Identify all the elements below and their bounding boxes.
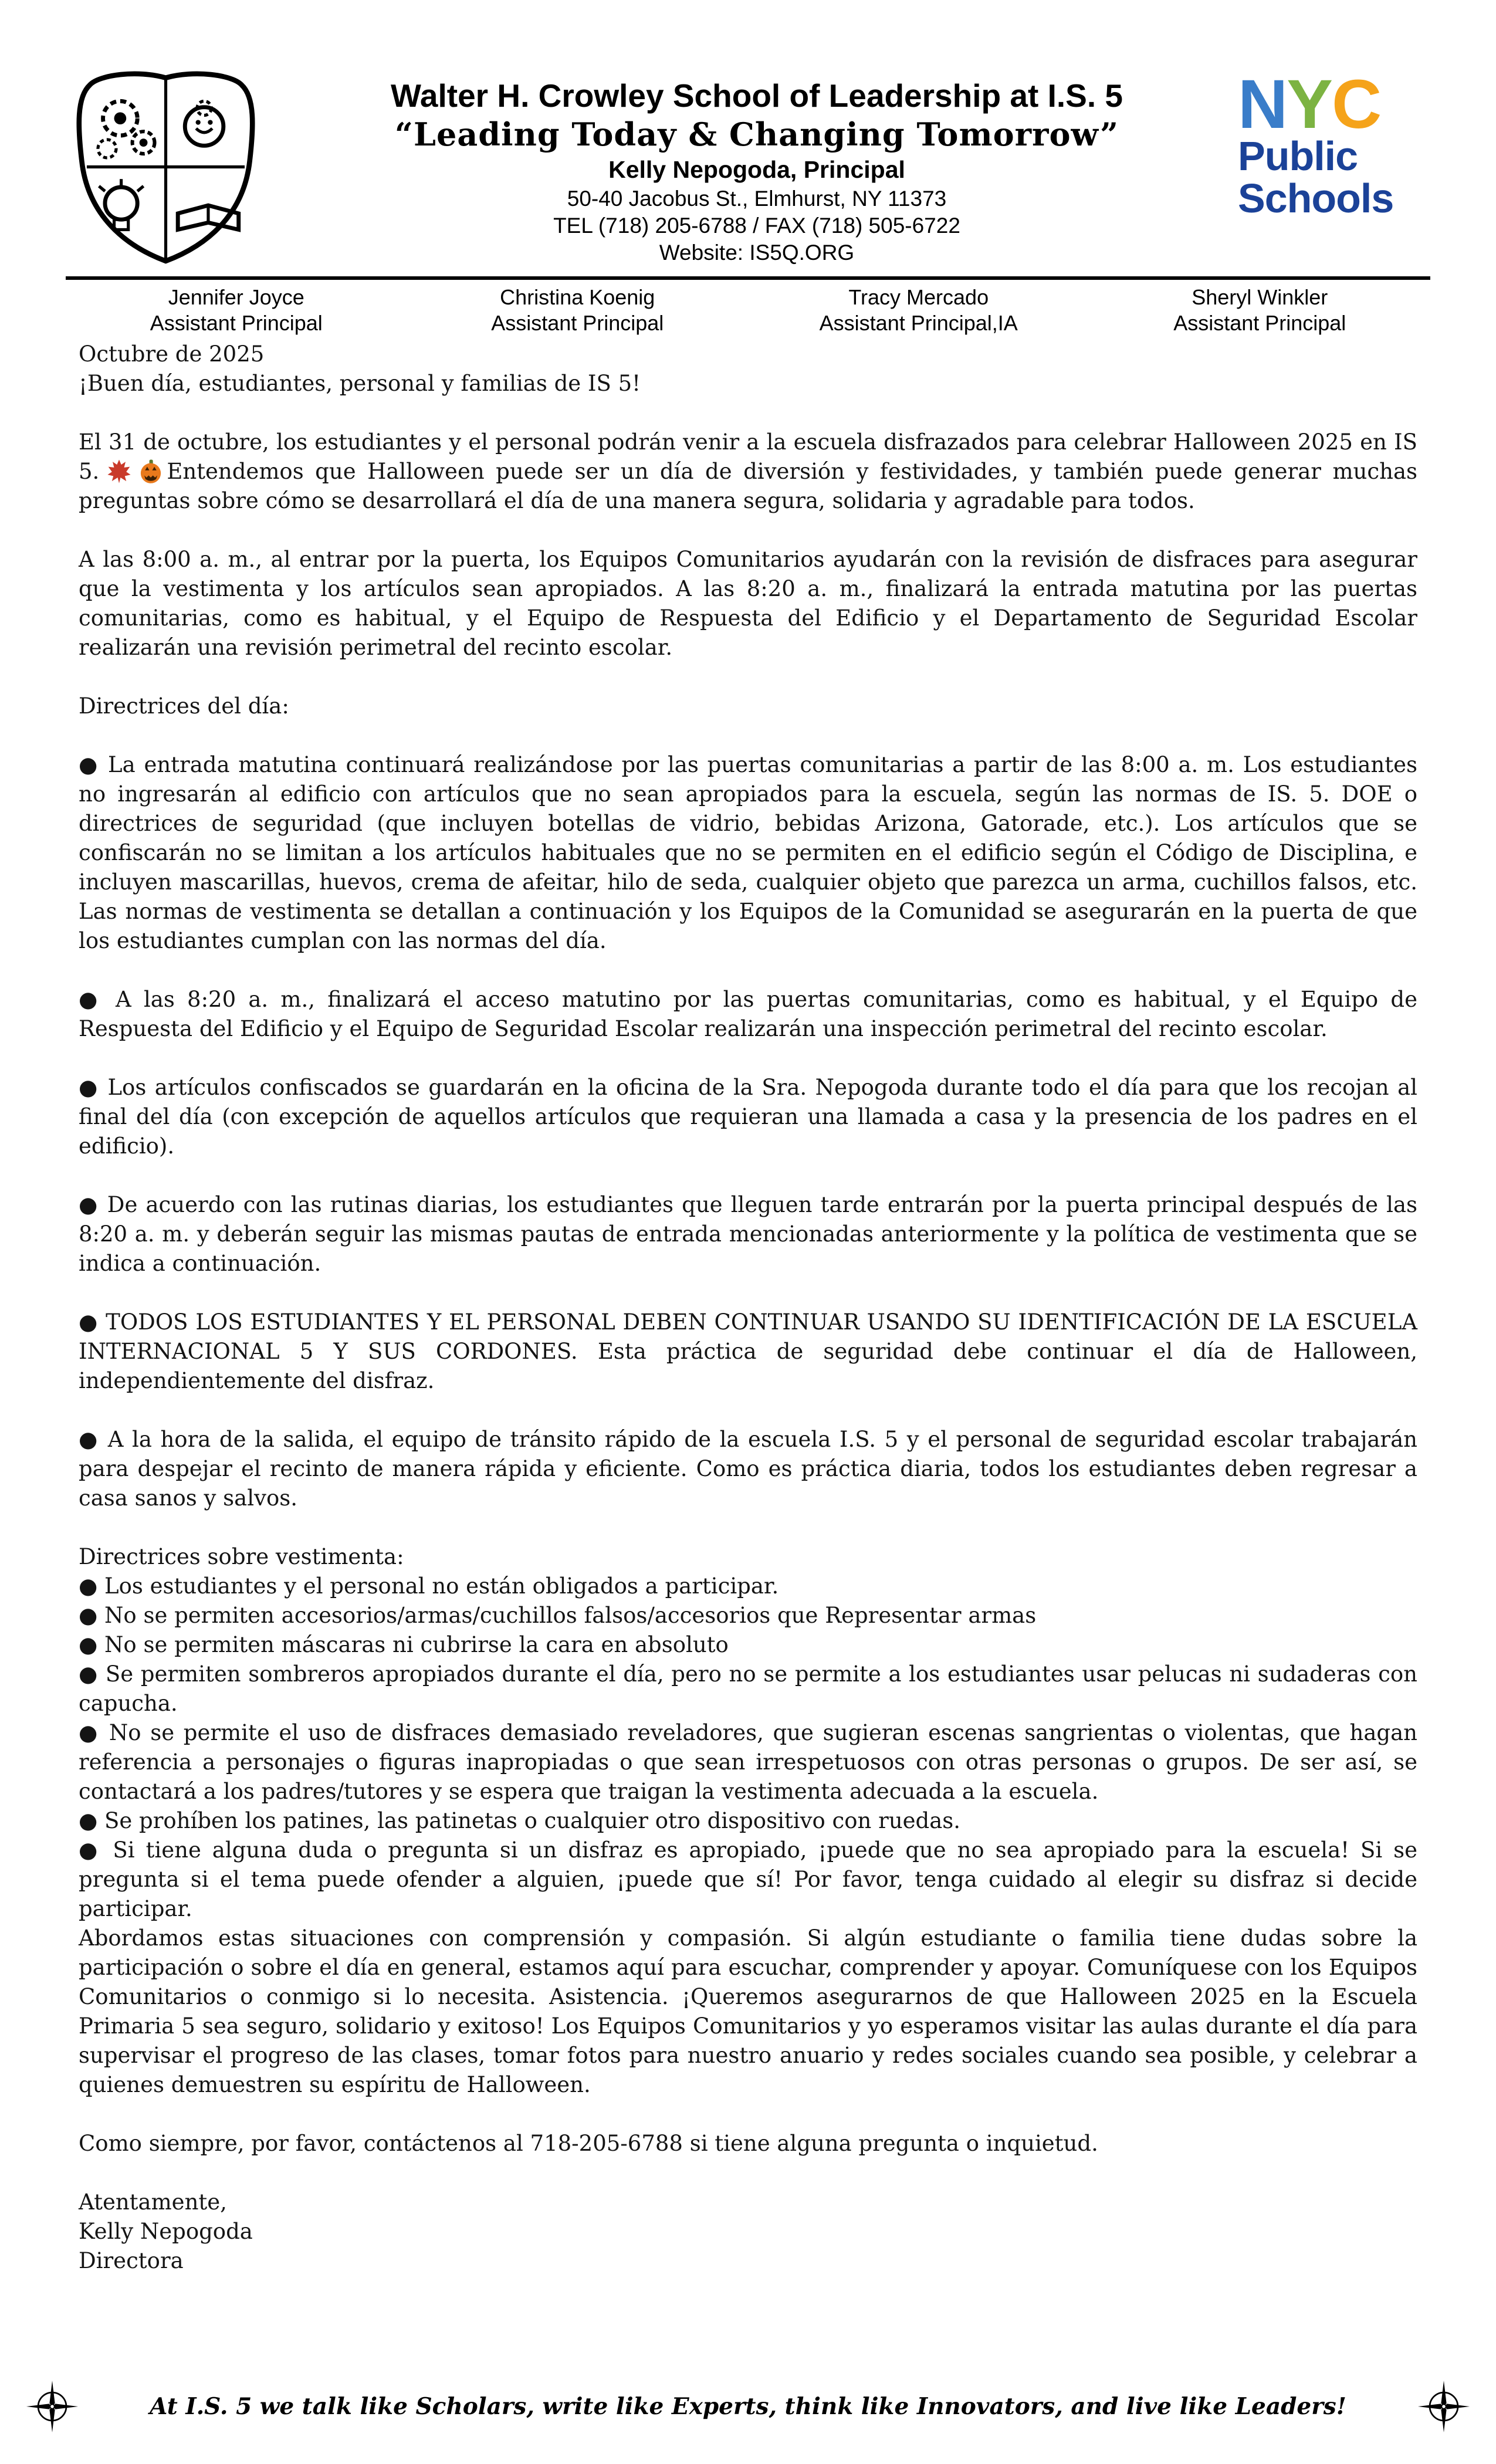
intro-paragraph [79, 428, 1417, 516]
administrators-row [0, 280, 1496, 336]
administrator-title: Assistant Principal [491, 311, 664, 335]
administrator-column [407, 285, 749, 336]
entry-procedure-paragraph: A las 8:00 a. m., al entrar por la puerta, los Equipos Comunitarios ayudarán con la revisión de disfraces para asegurar que la vestimenta y los artículos sean apropiados. A las 8:20 a. m., finalizará la entrada matutina por las puertas comunitarias, como es habitual, y el Equipo de Respuesta del Edificio y el Departamento de Seguridad Escolar realizarán una revisión perimetral del recinto escolar. [79, 547, 1417, 660]
school-website: Website: IS5Q.ORG [659, 241, 855, 265]
administrator-name: Christina Koenig [500, 285, 655, 309]
maple-leaf-icon [106, 458, 132, 484]
school-motto: At I.S. 5 we talk like Scholars, write like Experts, think like Innovators, and live like Leaders! [150, 2393, 1346, 2420]
day-guideline-bullet: ● Los artículos confiscados se guardarán en la oficina de la Sra. Nepogoda durante todo el día para que los recojan al final del día (con excepción de aquellos artículos que requieran una llamada a casa y la presencia de los padres en el edificio). [79, 1075, 1417, 1159]
administrator-title: Assistant Principal,IA [819, 311, 1018, 335]
day-guideline-bullet: ● De acuerdo con las rutinas diarias, los estudiantes que lleguen tarde entrarán por la puerta principal después de las 8:20 a. m. y deberán seguir las mismas pautas de entrada mencionadas anteriormente y la política de vestimenta que se indica a continuación. [79, 1192, 1417, 1276]
day-guideline-bullet: ● TODOS LOS ESTUDIANTES Y EL PERSONAL DEBEN CONTINUAR USANDO SU IDENTIFICACIÓN DE LA ESCUELA INTERNACIONAL 5 Y SUS CORDONES. Esta práctica de seguridad debe continuar el día de Halloween, independientemente del disfraz. [79, 1309, 1417, 1393]
intro-text-after-icons: Entendemos que Halloween puede ser un día de diversión y festividades, y también puede generar muchas preguntas sobre cómo se desarrollará el día de una manera segura, solidaria y agradable para todos. [79, 459, 1417, 513]
nyc-public-schools-logo [1238, 66, 1431, 219]
administrator-name: Jennifer Joyce [168, 285, 304, 309]
dress-guideline-bullet: ● No se permiten máscaras ni cubrirse la cara en absoluto [79, 1632, 729, 1657]
school-address: 50-40 Jacobus St., Elmhurst, NY 11373 [567, 187, 947, 211]
dress-guideline-bullet: ● No se permite el uso de disfraces demasiado reveladores, que sugieran escenas sangrientas o violentas, que hagan referencia a personajes o figuras inapropiadas o que sean irrespetuosos con otras personas o grupos. De ser así, se contactará a los padres/tutores y se espera que traigan la vestimenta adecuada a la escuela. [79, 1720, 1417, 1804]
nyc-word-schools: Schools [1238, 175, 1394, 221]
signature-role: Directora [79, 2248, 184, 2273]
support-paragraph: Abordamos estas situaciones con comprensión y compasión. Si algún estudiante o familia tiene dudas sobre la participación o sobre el día en general, estamos aquí para escuchar, comprender y apoyar. Comuníquese con los Equipos Comunitarios o conmigo si lo necesita. Asistencia. ¡Queremos asegurarnos de que Halloween 2025 en la Escuela Primaria 5 sea seguro, solidario y exitoso! Los Equipos Comunitarios y yo esperamos visitar las aulas durante el día para supervisar el progreso de las clases, tomar fotos para nuestro anuario y redes sociales cuando sea posible, y celebrar a quienes demuestren su espíritu de Halloween. [79, 1925, 1417, 2097]
principal-line: Kelly Nepogoda, Principal [608, 156, 905, 183]
footer [0, 2380, 1496, 2433]
day-guideline-bullet: ● A la hora de la salida, el equipo de tránsito rápido de la escuela I.S. 5 y el personal de seguridad escolar trabajarán para despejar el recinto de manera rápida y eficiente. Como es práctica diaria, todos los estudiantes deben regresar a casa sanos y salvos. [79, 1427, 1417, 1511]
nyc-letters: NYC [1238, 66, 1381, 143]
administrator-column [748, 285, 1089, 336]
dress-guideline-bullet: ● Se permiten sombreros apropiados durante el día, pero no se permite a los estudiantes usar pelucas ni sudaderas con capucha. [79, 1661, 1417, 1716]
signature-name: Kelly Nepogoda [79, 2219, 253, 2244]
administrator-column [66, 285, 407, 336]
administrator-name: Tracy Mercado [848, 285, 989, 309]
dress-guideline-bullet: ● Si tiene alguna duda o pregunta si un disfraz es apropiado, ¡puede que no sea apropiado para la escuela! Si se pregunta si el tema puede ofender a alguien, ¡puede que sí! Por favor, tenga cuidado al elegir su disfraz si decide participar. [79, 1837, 1417, 1921]
dress-guideline-bullet: ● No se permiten accesorios/armas/cuchillos falsos/accesorios que Representar armas [79, 1603, 1037, 1628]
contact-line: Como siempre, por favor, contáctenos al 718-205-6788 si tiene alguna pregunta o inquietud. [79, 2131, 1098, 2156]
school-phone-fax: TEL (718) 205-6788 / FAX (718) 505-6722 [553, 214, 960, 238]
day-guidelines-heading: Directrices del día: [79, 693, 289, 719]
letterhead [0, 0, 1496, 268]
school-name: Walter H. Crowley School of Leadership at I.S. 5 [391, 77, 1123, 114]
administrator-title: Assistant Principal [1173, 311, 1346, 335]
closing-line: Atentamente, [79, 2189, 227, 2215]
jack-o-lantern-icon [138, 458, 164, 484]
administrator-column [1089, 285, 1431, 336]
letter-body [79, 340, 1417, 2276]
nyc-word-public: Public [1238, 133, 1358, 179]
day-guideline-bullet: ● La entrada matutina continuará realizándose por las puertas comunitarias a partir de las 8:00 a. m. Los estudiantes no ingresarán al edificio con artículos que no sean apropiados para la escuela, según las normas de IS. 5. DOE o directrices de seguridad (que incluyen botellas de vidrio, bebidas Arizona, Gatorade, etc.). Los artículos que se confiscarán no se limitan a los artículos habituales que no se permiten en el edificio según el Código de Disciplina, e incluyen mascarillas, huevos, crema de afeitar, hilo de seda, cualquier objeto que parezca un arma, cuchillos falsos, etc. Las normas de vestimenta se detallan a continuación y los Equipos de la Comunidad se asegurarán en la puerta de que los estudiantes cumplan con las normas del día. [79, 752, 1417, 953]
letterhead-center [276, 66, 1238, 266]
school-tagline: “Leading Today & Changing Tomorrow” [394, 116, 1119, 153]
administrator-title: Assistant Principal [150, 311, 323, 335]
administrator-name: Sheryl Winkler [1192, 285, 1328, 309]
school-crest-icon [65, 66, 276, 268]
compass-rose-icon [1417, 2380, 1471, 2433]
dress-guideline-bullet: ● Se prohíben los patines, las patinetas o cualquier otro dispositivo con ruedas. [79, 1808, 961, 1833]
day-guideline-bullet: ● A las 8:20 a. m., finalizará el acceso matutino por las puertas comunitarias, como es habitual, y el Equipo de Respuesta del Edificio y el Equipo de Seguridad Escolar realizarán una inspección perimetral del recinto escolar. [79, 987, 1417, 1041]
date-line: Octubre de 2025 [79, 341, 265, 367]
dress-guideline-bullet: ● Los estudiantes y el personal no están obligados a participar. [79, 1573, 779, 1599]
compass-rose-icon [25, 2380, 79, 2433]
intro-text-before-icons: El 31 de octubre, los estudiantes y el personal podrán venir a la escuela disfrazados para celebrar Halloween 2025 en IS 5. [79, 429, 1417, 484]
greeting-line: ¡Buen día, estudiantes, personal y familias de IS 5! [79, 371, 641, 396]
dress-guidelines-heading: Directrices sobre vestimenta: [79, 1544, 404, 1569]
